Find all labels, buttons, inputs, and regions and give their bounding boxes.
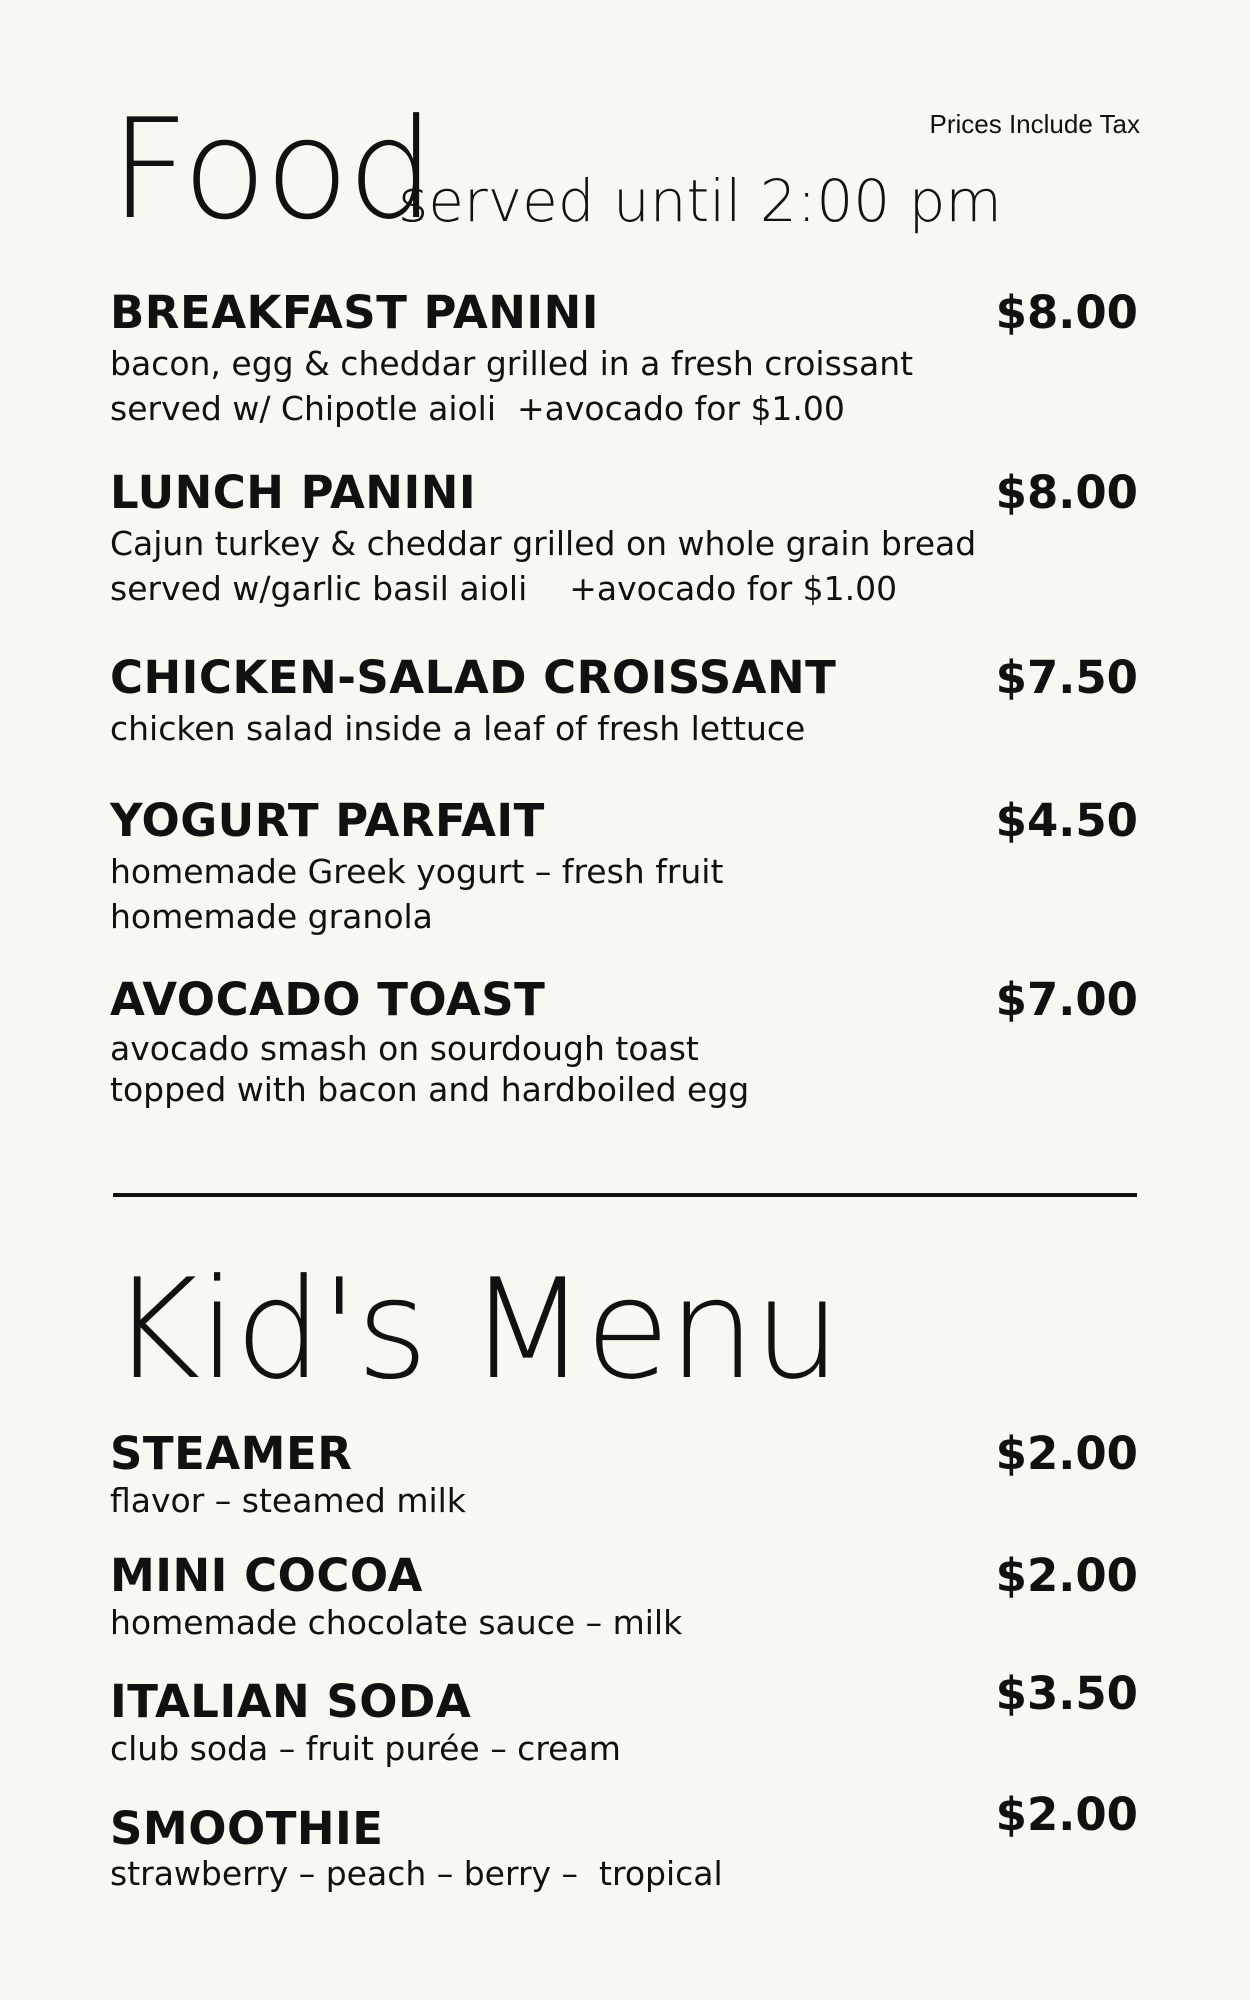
- item-name: AVOCADO TOAST: [110, 973, 546, 1026]
- item-description-line: homemade chocolate sauce – milk: [110, 1603, 683, 1642]
- food-header: [110, 89, 1140, 250]
- item-description-line: Cajun turkey & cheddar grilled on whole grain bread: [110, 524, 977, 563]
- item-description: [110, 1478, 466, 1523]
- item-price: $8.00: [995, 286, 1138, 339]
- item-price: $7.50: [995, 651, 1138, 704]
- tax-note: Prices Include Tax: [929, 109, 1140, 139]
- item-description-line: club soda – fruit purée – cream: [110, 1729, 621, 1768]
- item-description-line: avocado smash on sourdough toast: [110, 1029, 699, 1068]
- item-description: [110, 1851, 723, 1896]
- item-description: [110, 849, 723, 939]
- item-description: [110, 1726, 621, 1771]
- item-price: $2.00: [995, 1788, 1138, 1841]
- item-description-line: homemade granola: [110, 897, 433, 936]
- item-description: [110, 1600, 682, 1645]
- item-description-line: topped with bacon and hardboiled egg: [110, 1070, 750, 1109]
- item-name: LUNCH PANINI: [110, 466, 477, 519]
- item-name: STEAMER: [110, 1427, 353, 1480]
- item-name: SMOOTHIE: [110, 1802, 384, 1855]
- item-description: [110, 706, 805, 751]
- food-section-title: Food: [110, 89, 433, 250]
- item-name: ITALIAN SODA: [110, 1675, 472, 1728]
- item-name: YOGURT PARFAIT: [110, 794, 545, 847]
- section-divider: [113, 1193, 1137, 1197]
- item-description-line: chicken salad inside a leaf of fresh lettuce: [110, 709, 806, 748]
- item-description: [110, 521, 976, 611]
- item-description: [110, 1028, 749, 1110]
- item-name: BREAKFAST PANINI: [110, 286, 600, 339]
- item-price: $3.50: [995, 1667, 1138, 1720]
- kids-menu-title: Kid's Menu: [110, 1249, 840, 1410]
- item-description-line: bacon, egg & cheddar grilled in a fresh croissant: [110, 344, 914, 383]
- item-price: $4.50: [995, 794, 1138, 847]
- item-description-line: served w/ Chipotle aioli +avocado for $1.00: [110, 389, 845, 428]
- item-description-line: strawberry – peach – berry – tropical: [110, 1854, 723, 1893]
- item-description: [110, 341, 913, 431]
- item-price: $2.00: [995, 1549, 1138, 1602]
- item-price: $8.00: [995, 466, 1138, 519]
- item-description-line: served w/garlic basil aioli +avocado for $1.00: [110, 569, 898, 608]
- item-description-line: homemade Greek yogurt – fresh fruit: [110, 852, 724, 891]
- item-name: MINI COCOA: [110, 1549, 423, 1602]
- food-serving-hours: served until 2:00 pm: [398, 167, 1002, 235]
- item-price: $2.00: [995, 1427, 1138, 1480]
- item-description-line: flavor – steamed milk: [110, 1481, 466, 1520]
- item-price: $7.00: [995, 973, 1138, 1026]
- item-name: CHICKEN-SALAD CROISSANT: [110, 651, 837, 704]
